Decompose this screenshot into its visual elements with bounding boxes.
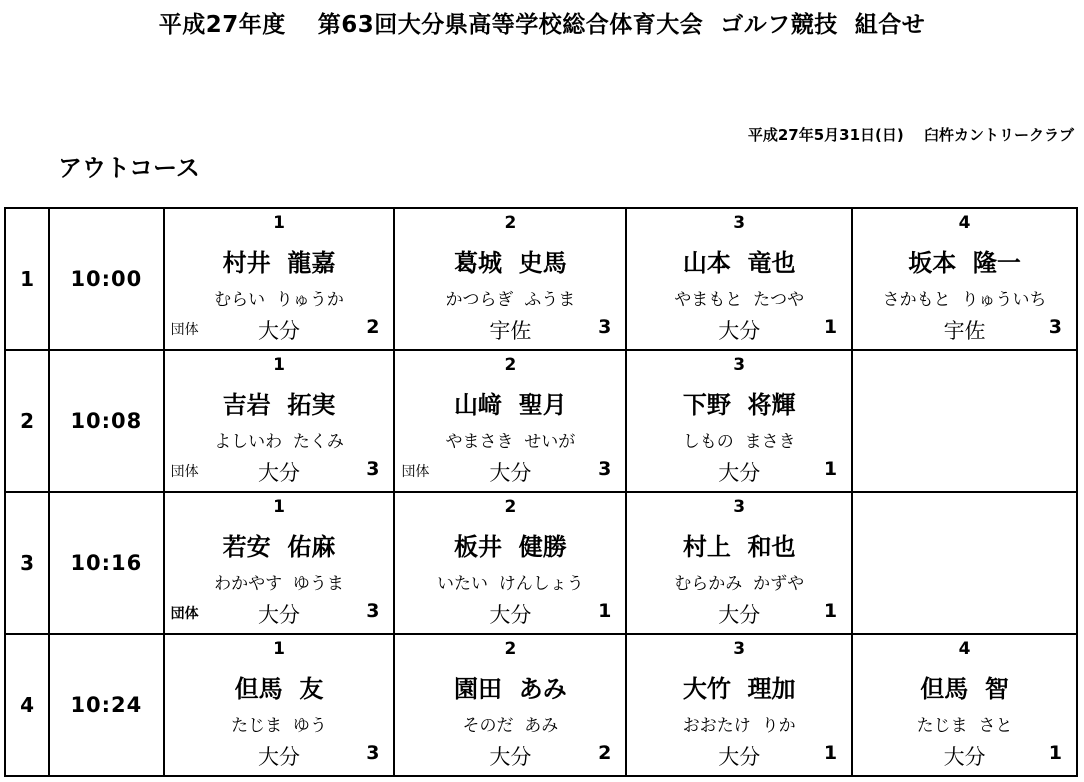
player-kana: やまさき せいが (445, 432, 576, 452)
player-grade: 3 (598, 316, 612, 338)
player-school: 大分 (718, 745, 761, 769)
player-school: 大分 (718, 461, 761, 485)
player-cell (852, 350, 1077, 492)
player-cell (626, 634, 852, 776)
player-order: 2 (504, 213, 517, 233)
player-order: 4 (958, 213, 971, 233)
player-school: 大分 (258, 745, 300, 769)
player-kana: いたい けんしょう (436, 574, 584, 594)
player-entry (165, 635, 394, 775)
player-kana: わかやす ゆうま (214, 574, 344, 594)
player-entry (627, 635, 851, 775)
player-name: 山本 竜也 (682, 249, 796, 277)
player-name: 葛城 史馬 (454, 249, 567, 277)
player-school: 大分 (489, 745, 532, 769)
player-school: 大分 (489, 461, 532, 485)
player-grade: 3 (366, 600, 380, 622)
player-grade: 3 (366, 458, 380, 480)
player-cell (164, 350, 395, 492)
player-school: 大分 (718, 319, 761, 343)
player-name: 坂本 隆一 (908, 249, 1021, 277)
player-entry (395, 635, 625, 775)
player-entry (165, 351, 394, 491)
player-kana: やまもと たつや (674, 290, 805, 310)
player-school: 宇佐 (943, 319, 986, 343)
group-row (5, 350, 1077, 492)
player-grade: 3 (1048, 316, 1062, 338)
player-order: 2 (504, 639, 517, 659)
player-name: 大竹 理加 (682, 675, 796, 703)
player-order: 3 (733, 497, 746, 517)
player-order: 1 (273, 497, 285, 517)
player-kana: よしいわ たくみ (214, 432, 344, 452)
player-cell (626, 492, 852, 634)
player-entry (165, 493, 394, 633)
player-kana: かつらぎ ふうま (445, 290, 576, 310)
team-label: 団体 (170, 322, 199, 338)
player-order: 1 (273, 213, 285, 233)
group-row (5, 634, 1077, 776)
player-cell (852, 492, 1077, 634)
player-kana: たじま ゆう (231, 716, 327, 736)
group-number: 3 (5, 492, 49, 634)
player-school: 大分 (258, 461, 300, 485)
tee-time: 10:24 (49, 634, 163, 776)
player-kana: むらい りゅうか (214, 290, 344, 310)
player-grade: 1 (598, 600, 612, 622)
group-number: 1 (5, 208, 49, 350)
group-row (5, 492, 1077, 634)
player-entry (853, 209, 1076, 349)
player-kana: そのだ あみ (462, 716, 559, 736)
player-school: 大分 (258, 603, 300, 627)
player-name: 但馬 智 (920, 675, 1009, 703)
player-order: 2 (504, 355, 517, 375)
player-school: 宇佐 (489, 319, 532, 343)
tee-time: 10:16 (49, 492, 163, 634)
group-number: 4 (5, 634, 49, 776)
player-grade: 1 (823, 600, 838, 622)
player-order: 2 (504, 497, 517, 517)
player-school: 大分 (258, 319, 300, 343)
player-cell (394, 208, 626, 350)
player-name: 山﨑 聖月 (454, 391, 567, 419)
player-cell (394, 350, 626, 492)
player-entry (853, 635, 1076, 775)
player-cell (626, 350, 852, 492)
player-entry (627, 209, 851, 349)
player-name: 園田 あみ (454, 675, 567, 703)
player-name: 吉岩 拓実 (222, 391, 336, 419)
player-cell (394, 634, 626, 776)
player-cell (626, 208, 852, 350)
player-name: 但馬 友 (234, 675, 324, 703)
player-cell (164, 208, 395, 350)
player-kana: おおたけ りか (682, 716, 796, 736)
player-school: 大分 (489, 603, 532, 627)
player-entry (395, 209, 625, 349)
team-label: 団体 (170, 464, 199, 480)
team-label: 団体 (170, 606, 199, 622)
player-entry (627, 493, 851, 633)
course-label: アウトコース (58, 154, 200, 182)
player-grade: 2 (598, 742, 612, 764)
player-cell (164, 634, 395, 776)
player-grade: 1 (823, 458, 838, 480)
player-cell (852, 208, 1077, 350)
player-grade: 3 (598, 458, 612, 480)
player-school: 大分 (943, 745, 986, 769)
player-kana: むらかみ かずや (674, 574, 805, 594)
player-name: 村井 龍嘉 (222, 249, 336, 277)
player-order: 4 (958, 639, 971, 659)
player-order: 3 (733, 355, 746, 375)
group-number: 2 (5, 350, 49, 492)
player-school: 大分 (718, 603, 761, 627)
player-entry (165, 209, 394, 349)
team-label: 団体 (401, 464, 430, 480)
player-order: 1 (273, 639, 285, 659)
player-entry (395, 351, 625, 491)
player-grade: 3 (366, 742, 380, 764)
player-cell (394, 492, 626, 634)
player-cell (852, 634, 1077, 776)
player-grade: 1 (1048, 742, 1062, 764)
player-order: 3 (733, 213, 746, 233)
player-name: 板井 健勝 (454, 533, 567, 561)
player-cell (164, 492, 395, 634)
player-order: 3 (733, 639, 746, 659)
date-venue: 平成27年5月31日(日) 臼杵カントリークラブ (747, 126, 1074, 144)
player-order: 1 (273, 355, 285, 375)
player-name: 村上 和也 (682, 533, 796, 561)
player-grade: 2 (366, 316, 380, 338)
player-kana: たじま さと (916, 716, 1013, 736)
pairings-table (4, 207, 1078, 777)
player-name: 下野 将輝 (682, 391, 796, 419)
player-kana: さかもと りゅういち (882, 290, 1047, 310)
player-grade: 1 (823, 316, 838, 338)
group-row (5, 208, 1077, 350)
player-kana: しもの まさき (682, 432, 796, 452)
tee-time: 10:00 (49, 208, 163, 350)
tee-time: 10:08 (49, 350, 163, 492)
player-grade: 1 (823, 742, 838, 764)
player-entry (395, 493, 625, 633)
page-title: 平成27年度 第63回大分県高等学校総合体育大会 ゴルフ競技 組合せ (158, 12, 926, 38)
player-entry (627, 351, 851, 491)
player-name: 若安 佑麻 (222, 533, 336, 561)
